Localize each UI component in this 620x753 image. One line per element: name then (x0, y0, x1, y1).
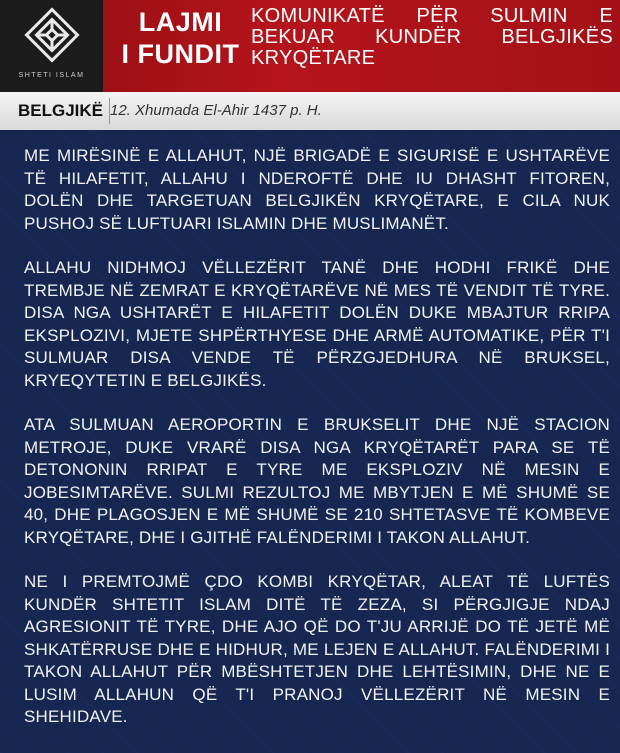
breaking-news-label-line2: I FUNDIT (121, 39, 240, 69)
breaking-news-label-line1: LAJMI (138, 7, 223, 37)
statement-body (24, 145, 610, 751)
square-kufic-logo-icon (24, 7, 80, 63)
logo-box (0, 0, 103, 92)
header-banner (0, 0, 620, 92)
breaking-news-label (113, 6, 248, 70)
country-label: BELGJIKË (12, 98, 110, 124)
paragraph-4: NE I PREMTOJMË ÇDO KOMBI KRYQËTAR, ALEAT TË LUFTËS KUNDËR SHTETIT ISLAM DITË TË ZEZA, SI PËRGJIGJE NDAJ AGRESIONIT TË TYRE, DHE AJO QË DO T'JU ARRIJË DO TË JETË MË SHKATËRRUSE DHE E HIDHUR, ME LEJEN E ALLAHUT. FALËNDERIMI I TAKON ALLAHUT PËR MBËSHTETJEN DHE LEHTËSIMIN, DHE NE E LUSIM ALLAHUN QË T'I PRANOJ VËLLEZËRIT NË MESIN E SHEHIDAVE. (24, 572, 610, 726)
logo-caption: SHTETI ISLAM (18, 72, 85, 79)
info-bar (0, 92, 620, 130)
paragraph-1: ME MIRËSINË E ALLAHUT, NJË BRIGADË E SIGURISË E USHTARËVE TË HILAFETIT, ALLAHU I NDEROFTË DHE IU DHASHT FITOREN, DOLËN DHE TARGETUAN BELGJIKËN KRYQËTARE, E CILA NUK PUSHOJ SË LUFTUARI ISLAMIN DHE MUSLIMANËT. (24, 146, 610, 233)
paragraph-3: ATA SULMUAN AEROPORTIN E BRUKSELIT DHE NJË STACION METROJE, DUKE VRARË DISA NGA KRYQËTARËT PARA SE TË DETONONIN RRIPAT E TYRE ME EKSPLOZIV NË MESIN E JOBESIMTARËVE. SULMI REZULTOJ ME MBYTJEN E MË SHUMË SE 40, DHE PLAGOSJEN E MË SHUMË SE 210 SHTETASVE TË KOMBEVE KRYQËTARE, DHE I GJITHË FALËNDERIMI I TAKON ALLAHUT. (24, 415, 610, 547)
paragraph-2: ALLAHU NIDHMOJ VËLLEZËRIT TANË DHE HODHI FRIKË DHE TREMBJE NË ZEMRAT E KRYQËTARËVE NË MES TË VENDIT TË TYRE. DISA NGA USHTARËT E HILAFETIT DOLËN DUKE MBAJTUR RRIPA EKSPLOZIVI, MJETE SHPËRTHYESE DHE ARMË AUTOMATIKE, PËR T'I SULMUAR DISA VENDE TË PËRZGJEDHURA NË BRUKSEL, KRYEQYTETIN E BELGJIKËS. (24, 258, 610, 390)
headline: KOMUNIKATË PËR SULMIN E BEKUAR KUNDËR BELGJIKËS KRYQËTARE (251, 5, 613, 69)
date-label: 12. Xhumada El-Ahir 1437 p. H. (110, 102, 322, 119)
